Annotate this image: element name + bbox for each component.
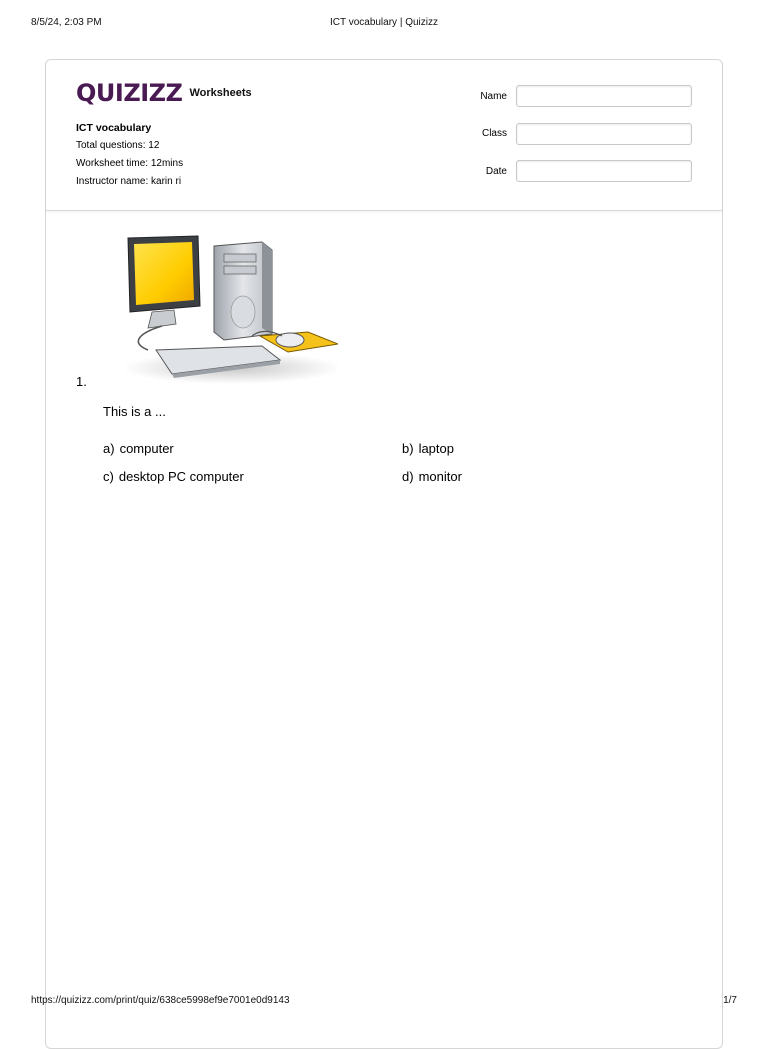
worksheet-card [45, 59, 723, 1049]
class-field[interactable] [516, 123, 692, 145]
worksheet-time: Worksheet time: 12mins [76, 158, 184, 169]
print-url: https://quizizz.com/print/quiz/638ce5998ef9e7001e0d9143 [31, 995, 290, 1006]
option-text: desktop PC computer [118, 469, 244, 484]
option-text: laptop [418, 441, 454, 456]
student-fields [480, 85, 692, 198]
option-a[interactable] [103, 441, 174, 456]
class-row [480, 123, 692, 145]
worksheet-title: ICT vocabulary [76, 122, 152, 134]
date-row [480, 160, 692, 182]
option-d[interactable] [402, 469, 462, 484]
question-text: This is a ... [103, 404, 166, 419]
quizizz-logo: QUIZIZZ [76, 79, 183, 107]
option-key: d) [402, 469, 414, 484]
worksheet-header [46, 60, 722, 211]
option-text: computer [119, 441, 174, 456]
name-label: Name [480, 90, 507, 102]
desktop-computer-icon [112, 228, 338, 386]
option-key: b) [402, 441, 414, 456]
total-questions: Total questions: 12 [76, 140, 160, 151]
option-key: a) [103, 441, 115, 456]
instructor-name: Instructor name: karin ri [76, 176, 182, 187]
date-field[interactable] [516, 160, 692, 182]
option-key: c) [103, 469, 114, 484]
option-b[interactable] [402, 441, 454, 456]
class-label: Class [481, 128, 507, 139]
option-text: monitor [418, 469, 462, 484]
page-number: 1/7 [723, 995, 737, 1006]
print-datetime: 8/5/24, 2:03 PM [31, 17, 102, 28]
print-doc-title: ICT vocabulary | Quizizz [329, 17, 438, 28]
name-field[interactable] [516, 85, 692, 107]
worksheets-label: Worksheets [189, 87, 252, 99]
date-label: Date [485, 165, 507, 177]
brand [76, 80, 252, 106]
question-number: 1. [76, 374, 87, 389]
worksheet-meta [76, 119, 183, 191]
option-c[interactable] [103, 469, 244, 484]
name-row [480, 85, 692, 107]
